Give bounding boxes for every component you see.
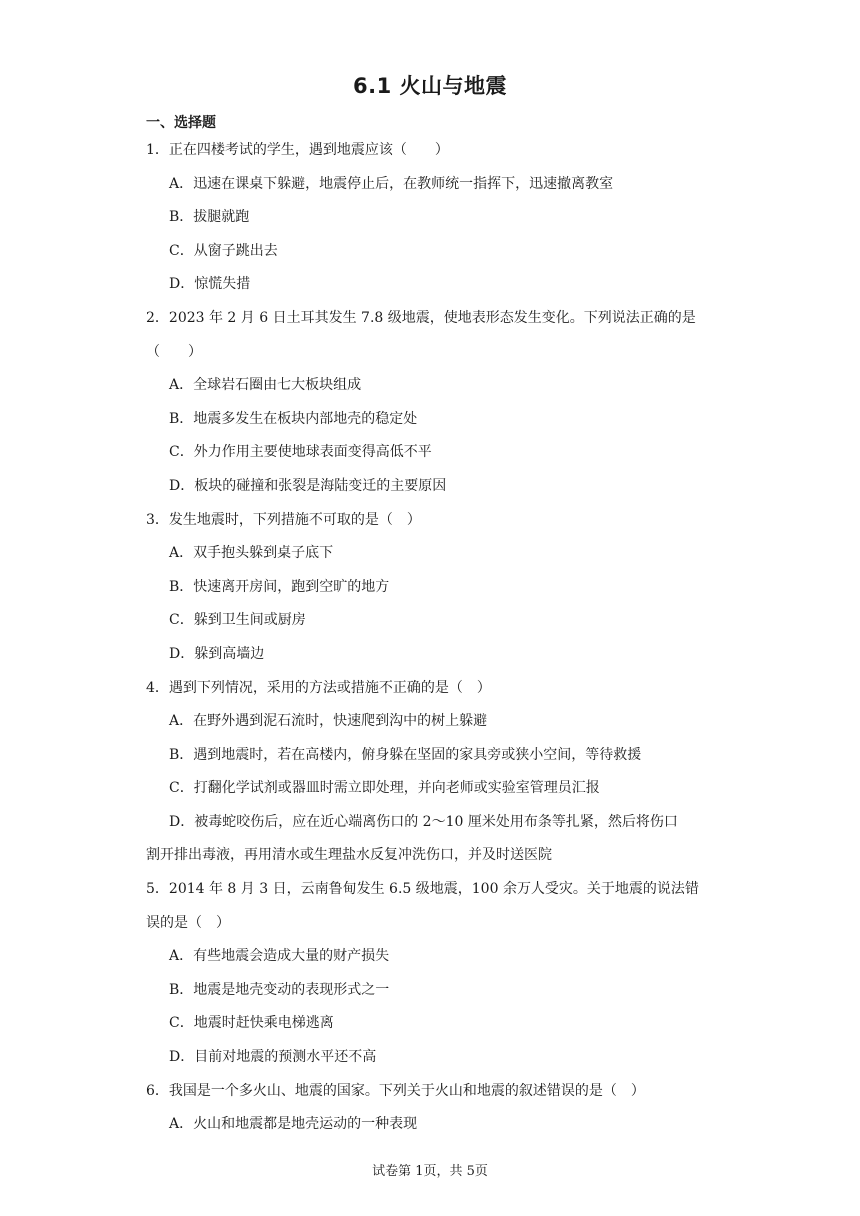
option-a: A．全球岩石圈由七大板块组成 xyxy=(169,377,362,394)
option-a: A．迅速在课桌下躲避，地震停止后，在教师统一指挥下，迅速撤离教室 xyxy=(169,175,614,192)
option-d: D．惊慌失措 xyxy=(169,276,251,293)
option-d-continued-text: 割开排出毒液，再用清水或生理盐水反复冲洗伤口，并及时送医院 xyxy=(146,847,552,864)
question-stem: 5．2014 年 8 月 3 日，云南鲁甸发生 6.5 级地震，100 余万人受灾。关于地震的说法错 xyxy=(146,881,699,898)
option-b: B．快速离开房间，跑到空旷的地方 xyxy=(169,578,390,595)
question-1 xyxy=(146,134,726,302)
section-heading: 一、选择题 xyxy=(146,115,216,131)
option-c: C．从窗子跳出去 xyxy=(169,242,278,259)
question-6 xyxy=(146,1075,726,1142)
option-b: B．地震是地壳变动的表现形式之一 xyxy=(169,981,390,998)
question-2 xyxy=(146,302,726,504)
option-a: A．有些地震会造成大量的财产损失 xyxy=(169,948,390,965)
question-stem: 1．正在四楼考试的学生，遇到地震应该（ ） xyxy=(146,142,449,158)
option-b: B．地震多发生在板块内部地壳的稳定处 xyxy=(169,410,418,427)
option-c: C．躲到卫生间或厨房 xyxy=(169,612,306,629)
option-b: B．拔腿就跑 xyxy=(169,209,250,226)
option-d-continued xyxy=(146,839,726,873)
option-c: C．打翻化学试剂或器皿时需立即处理，并向老师或实验室管理员汇报 xyxy=(169,780,600,797)
option-a: A．双手抱头躲到桌子底下 xyxy=(169,545,334,562)
question-stem: 4．遇到下列情况，采用的方法或措施不正确的是（ ） xyxy=(146,679,491,696)
option-d: D．目前对地震的预测水平还不高 xyxy=(169,1049,377,1066)
option-c: C．外力作用主要使地球表面变得高低不平 xyxy=(169,444,432,461)
option-b: B．遇到地震时，若在高楼内，俯身躲在坚固的家具旁或狭小空间，等待救援 xyxy=(169,746,642,763)
question-stem: 3．发生地震时，下列措施不可取的是（ ） xyxy=(146,511,421,528)
option-d: D．躲到高墙边 xyxy=(169,645,265,662)
option-a: A．火山和地震都是地壳运动的一种表现 xyxy=(169,1116,418,1133)
question-stem-continued: 误的是（ ） xyxy=(146,914,230,931)
question-stem: 2．2023 年 2 月 6 日土耳其发生 7.8 级地震，使地表形态发生变化。下列说法正确的是 xyxy=(146,309,696,326)
question-4 xyxy=(146,672,726,874)
question-5 xyxy=(146,873,726,1075)
page-title: 6.1 火山与地震 xyxy=(352,74,507,98)
question-stem: 6．我国是一个多火山、地震的国家。下列关于火山和地震的叙述错误的是（ ） xyxy=(146,1082,645,1099)
page-footer: 试卷第 1页，共 5页 xyxy=(372,1164,488,1179)
option-a: A．在野外遇到泥石流时，快速爬到沟中的树上躲避 xyxy=(169,713,488,730)
option-c: C．地震时赶快乘电梯逃离 xyxy=(169,1015,334,1032)
question-3 xyxy=(146,504,726,672)
option-d: D．被毒蛇咬伤后，应在近心端离伤口的 2～10 厘米处用布条等扎紧，然后将伤口 xyxy=(169,813,678,830)
option-d: D．板块的碰撞和张裂是海陆变迁的主要原因 xyxy=(169,477,447,494)
question-stem-continued: （ ） xyxy=(146,343,202,360)
question-list xyxy=(146,134,726,1142)
